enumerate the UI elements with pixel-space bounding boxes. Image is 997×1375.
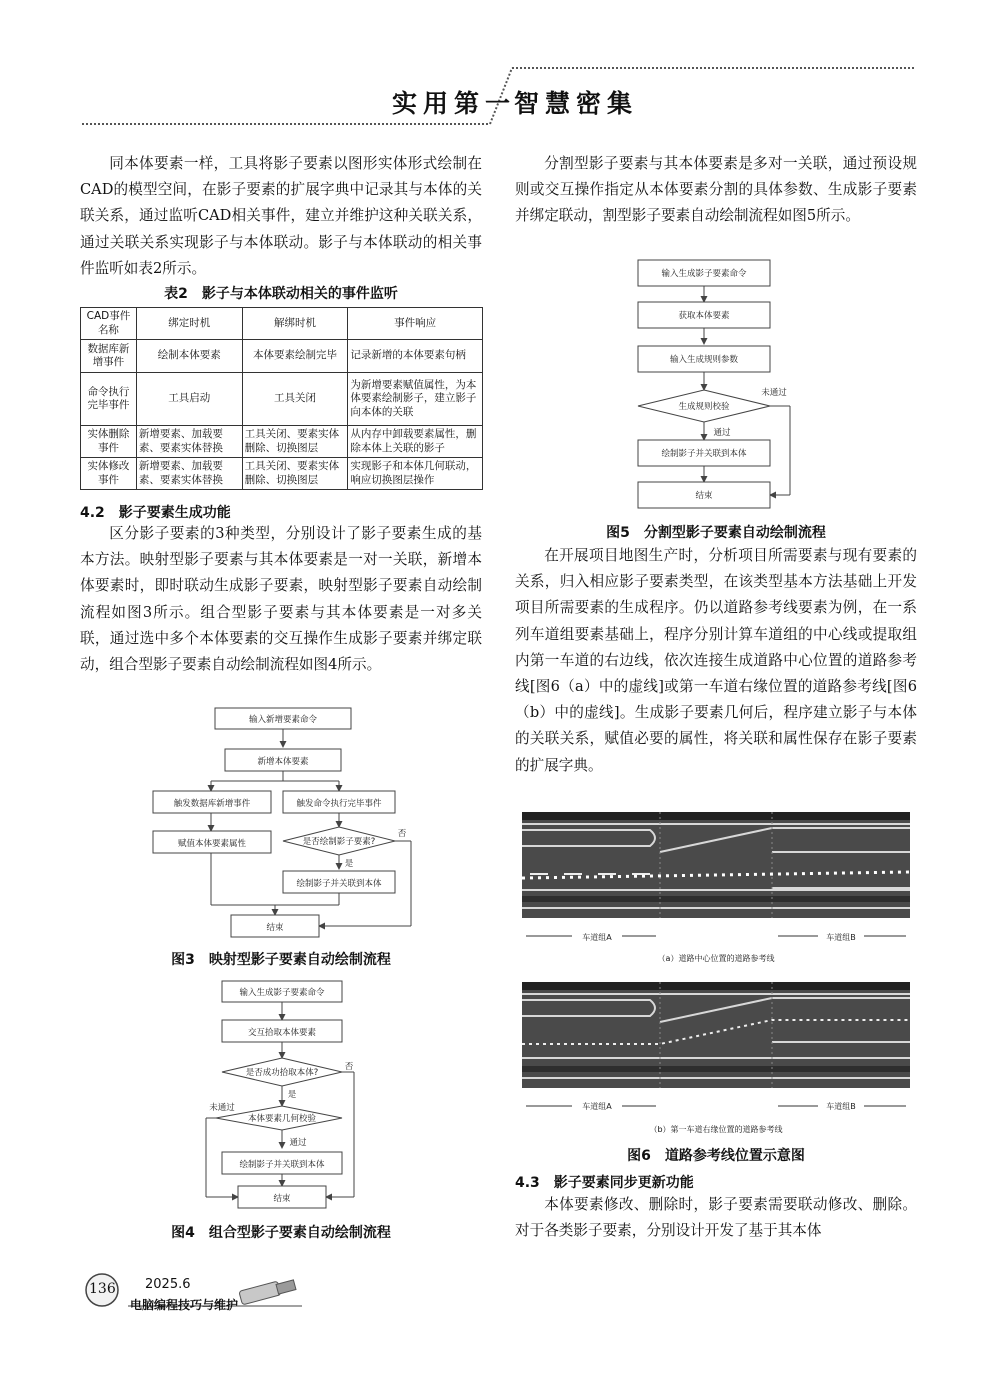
fig3-node: 结束 <box>266 923 284 933</box>
left-paragraph-2: 区分影子要素的3种类型，分别设计了影子要素生成的基本方法。映射型影子要素与其本体要素是一对一关联，新增本体要素时，即时联动生成影子要素，映射型影子要素自动绘制流程如图3所示。组合型影子要素与其本体要素是一对多关联，通过选中多个本体要素的交互操作生成影子要素并绑定联动，组合型影子要素自动绘制流程如图4所示。 <box>80 525 482 674</box>
figure-6b-road-image <box>522 982 910 1112</box>
figure-6a-subcaption: （a）道路中心位置的道路参考线 <box>657 954 775 963</box>
fig3-yes-label: 是 <box>344 859 354 869</box>
issue-date: 2025.6 <box>145 1277 191 1292</box>
figure-4-caption: 图4 组合型影子要素自动绘制流程 <box>171 1225 391 1241</box>
table-cell: 本体要素绘制完毕 <box>242 340 348 373</box>
table-header-cell: CAD事件名称 <box>81 308 137 340</box>
usb-stick-icon <box>239 1280 296 1305</box>
figure-6a-road-image <box>522 812 910 944</box>
fig6a-group-a-label: 车道组A <box>582 933 612 942</box>
table-cell: 工具关闭、要素实体删除、切换图层 <box>242 426 348 458</box>
fig4-node: 输入生成影子要素命令 <box>239 988 325 998</box>
fig3-node: 触发命令执行完毕事件 <box>296 799 382 809</box>
page-number: 136 <box>89 1281 116 1297</box>
fig5-node: 结束 <box>695 491 713 501</box>
table-cell: 实现影子和本体几何联动，响应切换图层操作 <box>348 458 483 490</box>
table-cell: 命令执行完毕事件 <box>81 373 137 426</box>
event-table <box>80 307 483 490</box>
fig4-pass-label: 通过 <box>289 1138 307 1148</box>
figure-5-flowchart <box>630 256 800 512</box>
fig3-node: 输入新增要素命令 <box>248 715 318 725</box>
figure-3-caption: 图3 映射型影子要素自动绘制流程 <box>171 952 391 968</box>
table-cell: 工具启动 <box>136 373 242 426</box>
figure-6b-subcaption: （b）第一车道右缘位置的道路参考线 <box>649 1125 783 1134</box>
fig4-node: 绘制影子并关联到本体 <box>239 1160 325 1170</box>
table-cell: 为新增要素赋值属性，为本体要素绘制影子，建立影子向本体的关联 <box>348 373 483 426</box>
fig4-decision: 本体要素几何校验 <box>247 1114 317 1124</box>
table-header-row <box>81 308 483 340</box>
figure-3-flowchart <box>145 705 420 941</box>
fig5-node: 输入生成影子要素命令 <box>661 269 747 279</box>
fig5-pass-label: 通过 <box>713 428 731 438</box>
fig3-node: 新增本体要素 <box>257 757 309 767</box>
right-paragraph-2: 在开展项目地图生产时，分析项目所需要素与现有要素的关系，归入相应影子要素类型，在该类型基本方法基础上开发项目所需要素的生成程序。仍以道路参考线要素为例，在一系列车道组要素基础上，程序分别计算车道组的中心线或提取组内第一车道的右边线，依次连接生成道路中心位置的道路参考线[图6（a）中的虚线]或第一车道右缘位置的道路参考线[图6（b）中的虚线]。生成影子要素几何后，程序建立影子与本体的关联关系，赋值必要的属性，将关联和属性保存在影子要素的扩展字典。 <box>515 547 917 774</box>
right-paragraph-1: 分割型影子要素与其本体要素是多对一关联，通过预设规则或交互操作指定从本体要素分割的具体参数、生成影子要素并绑定联动，割型影子要素自动绘制流程如图5所示。 <box>515 155 917 225</box>
fig3-no-label: 否 <box>397 829 407 839</box>
fig4-node: 结束 <box>273 1194 291 1204</box>
table-cell: 实体修改事件 <box>81 458 137 490</box>
table-cell: 工具关闭 <box>242 373 348 426</box>
figure-6-caption: 图6 道路参考线位置示意图 <box>627 1148 805 1164</box>
table-cell: 数据库新增事件 <box>81 340 137 373</box>
section-4-2-heading: 4.2 影子要素生成功能 <box>80 505 231 521</box>
figure-5-caption: 图5 分割型影子要素自动绘制流程 <box>606 525 826 541</box>
figure-4-flowchart <box>198 978 368 1214</box>
fig3-node: 赋值本体要素属性 <box>177 839 247 849</box>
header-left-title: 实用第一 <box>392 89 517 118</box>
table-row <box>81 340 483 373</box>
table-row <box>81 373 483 426</box>
fig5-node: 绘制影子并关联到本体 <box>661 449 747 459</box>
table-header-cell: 解绑时机 <box>242 308 348 340</box>
fig3-node: 触发数据库新增事件 <box>173 799 251 809</box>
table-cell: 绘制本体要素 <box>136 340 242 373</box>
table-cell: 实体删除事件 <box>81 426 137 458</box>
right-paragraph-3: 本体要素修改、删除时，影子要素需要联动修改、删除。对于各类影子要素，分别设计开发了基于其本体 <box>515 1196 917 1240</box>
fig4-decision: 是否成功拾取本体? <box>245 1068 319 1078</box>
table-cell: 新增要素、加载要素、要素实体替换 <box>136 426 242 458</box>
left-paragraph-1: 同本体要素一样，工具将影子要素以图形实体形式绘制在CAD的模型空间，在影子要素的扩展字典中记录其与本体的关联关系，通过监听CAD相关事件，建立并维护这种关联关系，通过关联关系实现影子与本体联动。影子与本体联动的相关事件监听如表2所示。 <box>80 155 482 277</box>
table-cell: 新增要素、加载要素、要素实体替换 <box>136 458 242 490</box>
fig4-fail-label: 未通过 <box>209 1103 235 1113</box>
fig6b-group-b-label: 车道组B <box>826 1102 856 1111</box>
fig5-node: 输入生成规则参数 <box>669 355 739 365</box>
table-2-caption: 表2 影子与本体联动相关的事件监听 <box>164 286 398 302</box>
section-4-3-heading: 4.3 影子要素同步更新功能 <box>515 1175 694 1191</box>
table-cell: 记录新增的本体要素句柄 <box>348 340 483 373</box>
fig6a-group-b-label: 车道组B <box>826 933 856 942</box>
header-right-title: 智慧密集 <box>514 89 639 118</box>
fig5-decision: 生成规则校验 <box>678 402 730 412</box>
fig4-no-label: 否 <box>344 1062 354 1072</box>
journal-name: 电脑编程技巧与维护 <box>130 1298 239 1312</box>
fig5-fail-label: 未通过 <box>761 388 787 398</box>
table-row <box>81 426 483 458</box>
fig3-node: 绘制影子并关联到本体 <box>296 879 382 889</box>
table-cell: 工具关闭、要素实体删除、切换图层 <box>242 458 348 490</box>
table-header-cell: 绑定时机 <box>136 308 242 340</box>
fig6b-group-a-label: 车道组A <box>582 1102 612 1111</box>
fig3-decision: 是否绘制影子要素? <box>302 837 376 847</box>
fig5-node: 获取本体要素 <box>678 311 730 321</box>
table-cell: 从内存中卸载要素属性，删除本体上关联的影子 <box>348 426 483 458</box>
table-header-cell: 事件响应 <box>348 308 483 340</box>
table-row <box>81 458 483 490</box>
fig4-node: 交互拾取本体要素 <box>247 1028 317 1038</box>
fig4-yes-label: 是 <box>287 1090 297 1100</box>
